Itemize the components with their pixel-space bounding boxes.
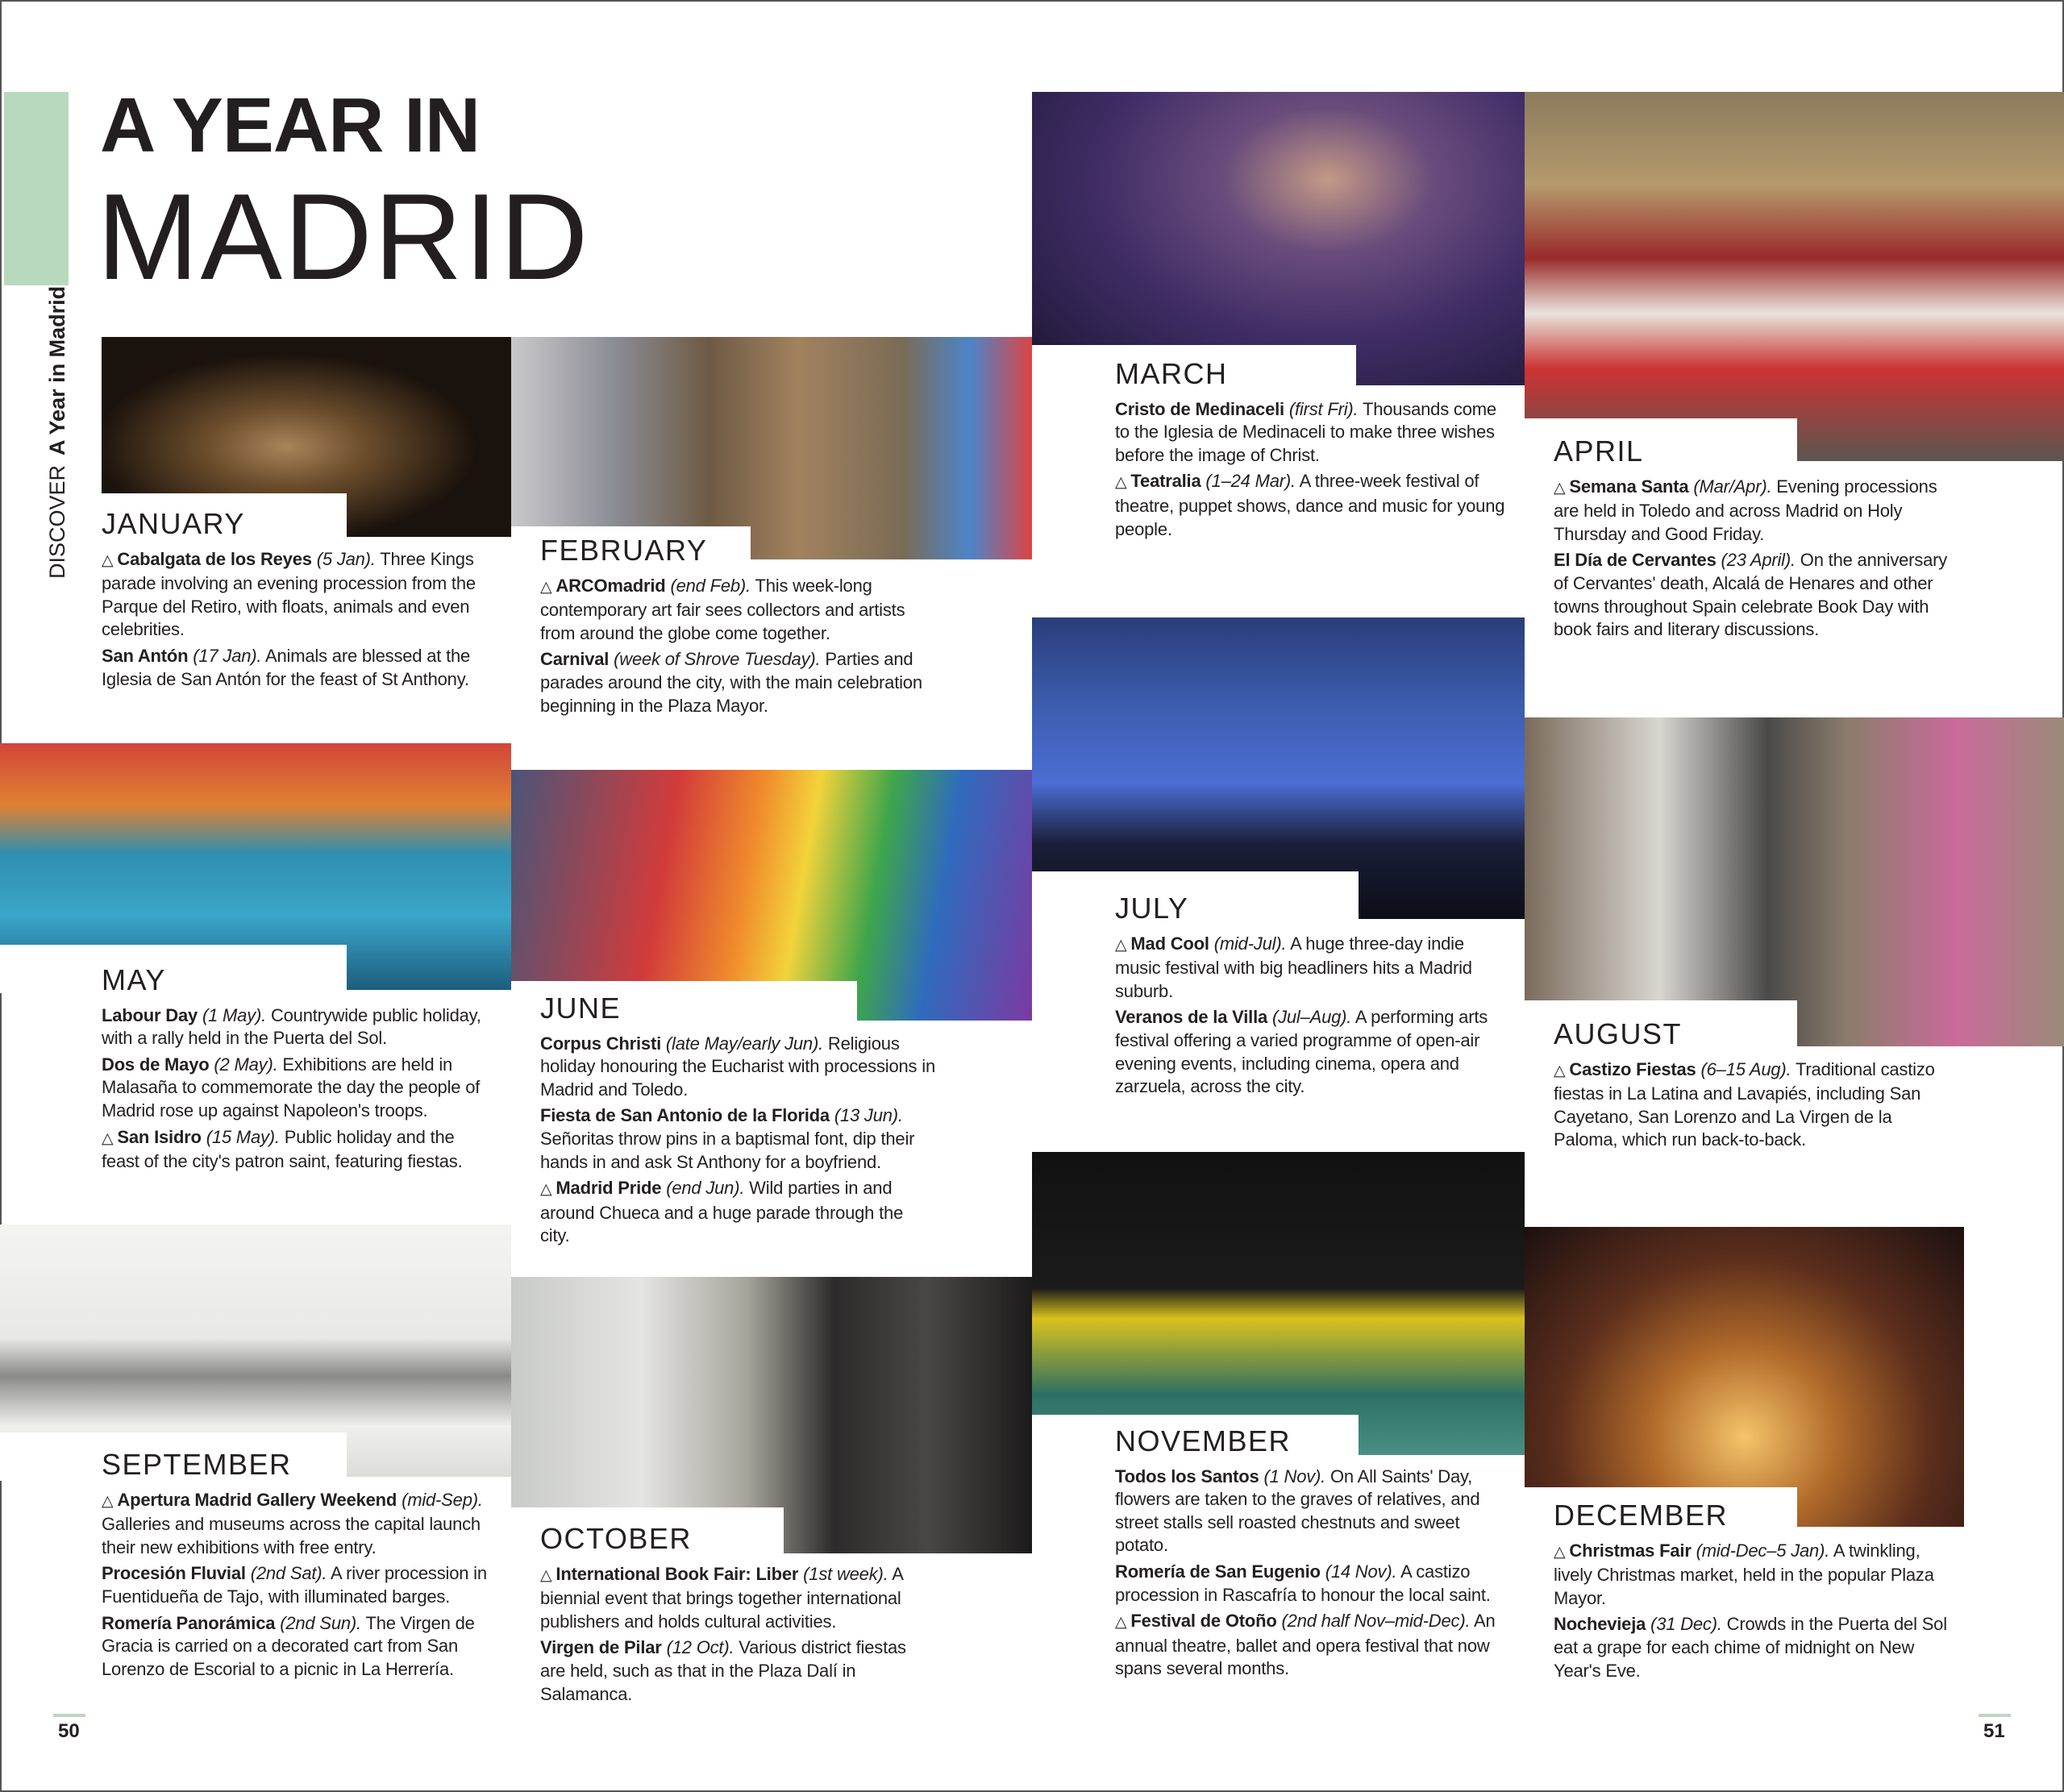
month-heading: MARCH [1115, 357, 1228, 390]
event-name: Nochevieja [1554, 1614, 1646, 1635]
march-photo [1032, 92, 1525, 385]
event-entry [540, 648, 935, 717]
event-name: Mad Cool [1130, 933, 1209, 954]
event-entry [540, 575, 935, 646]
event-entry [540, 1636, 935, 1706]
month-section-sep [102, 1449, 497, 1684]
event-description: A huge three-day indie music festival with big headliners hits a Madrid suburb. [1115, 933, 1472, 1001]
event-name: Romería Panorámica [102, 1612, 276, 1633]
event-description: An annual theatre, ballet and opera festival that now spans several months. [1115, 1611, 1496, 1679]
page-title-line1: A YEAR IN [100, 82, 481, 168]
event-name: San Antón [102, 645, 189, 666]
event-entry [1115, 1610, 1510, 1681]
event-name: Veranos de la Villa [1115, 1007, 1268, 1028]
event-date: (17 Jan). [193, 645, 262, 666]
event-name: Procesión Fluvial [102, 1563, 246, 1584]
event-description: A castizo procession in Rascafría to honour the local saint. [1115, 1561, 1491, 1605]
month-heading: APRIL [1554, 434, 1644, 468]
event-entry [102, 1004, 497, 1050]
event-entry [1115, 1006, 1510, 1098]
highlight-triangle-icon: △ [1554, 1062, 1566, 1079]
event-description: A biennial event that brings together international publishers and holds cultural activities. [540, 1563, 903, 1632]
event-date: (late May/early Jun). [665, 1033, 824, 1054]
event-description: Various district fiestas are held, such as that in the Plaza Dalí in Salamanca. [540, 1637, 906, 1704]
event-description: Animals are blessed at the Iglesia de San Antón for the feast of St Anthony. [102, 645, 471, 689]
event-description: Evening processions are held in Toledo and across Madrid on Holy Thursday and Good Friday. [1554, 476, 1937, 544]
event-entry [1115, 470, 1510, 541]
page-title-line2: MADRID [97, 168, 590, 306]
event-entry [1554, 1540, 1949, 1611]
highlight-triangle-icon: △ [1115, 1614, 1127, 1632]
month-heading: AUGUST [1554, 1017, 1683, 1050]
running-head [45, 286, 70, 579]
event-description: Three Kings parade involving an evening procession from the Parque del Retiro, with floats, animals and even celebrities. [102, 548, 476, 640]
event-name: Madrid Pride [556, 1178, 662, 1199]
event-entry [1115, 1466, 1510, 1557]
event-name: Castizo Fiestas [1569, 1058, 1696, 1079]
event-name: El Día de Cervantes [1554, 550, 1717, 571]
event-name: Fiesta de San Antonio de la Florida [540, 1105, 830, 1126]
april-photo [1525, 92, 2064, 461]
month-section-mar [1115, 358, 1510, 544]
month-heading: JANUARY [102, 507, 245, 540]
event-entry [540, 1033, 935, 1102]
event-name: Cabalgata de los Reyes [117, 548, 312, 569]
event-description: Traditional castizo fiestas in La Latina and Lavapiés, including San Cayetano, San Lorenzo and La Virgen de la Paloma, which run back-to-back. [1554, 1058, 1935, 1150]
highlight-triangle-icon: △ [540, 1566, 552, 1584]
month-heading: OCTOBER [540, 1522, 692, 1555]
event-name: Todos los Santos [1115, 1466, 1259, 1486]
event-entry [102, 548, 497, 642]
running-head-section: DISCOVER [45, 464, 69, 579]
event-entry [1115, 1561, 1510, 1607]
highlight-triangle-icon: △ [540, 578, 552, 596]
event-date: (first Fri). [1288, 398, 1359, 419]
event-date: (1–24 Mar). [1205, 471, 1296, 492]
event-entry [540, 1177, 935, 1248]
event-name: International Book Fair: Liber [556, 1563, 799, 1584]
running-head-chapter: A Year in Madrid [45, 285, 69, 455]
highlight-triangle-icon: △ [102, 551, 114, 569]
event-date: (Mar/Apr). [1693, 476, 1772, 497]
month-heading: NOVEMBER [1115, 1424, 1292, 1457]
event-description: Public holiday and the feast of the city's patron saint, featuring fiestas. [102, 1126, 463, 1172]
event-name: Carnival [540, 649, 610, 670]
event-entry [1554, 1058, 1949, 1152]
event-name: Christmas Fair [1569, 1540, 1692, 1561]
highlight-triangle-icon: △ [1115, 474, 1127, 492]
event-date: (1st week). [803, 1563, 888, 1584]
event-name: San Isidro [117, 1126, 202, 1147]
event-name: Semana Santa [1569, 476, 1689, 497]
month-heading: DECEMBER [1554, 1499, 1729, 1532]
event-entry [540, 1563, 935, 1634]
event-date: (2nd half Nov–mid-Dec). [1281, 1611, 1471, 1632]
event-name: Labour Day [102, 1004, 198, 1025]
event-date: (mid-Jul). [1213, 933, 1287, 954]
event-description: A performing arts festival offering a varied programme of open-air evening events, including cinema, opera and zarzuela, across the city. [1115, 1007, 1488, 1097]
highlight-triangle-icon: △ [102, 1129, 114, 1147]
event-description: Wild parties in and around Chueca and a huge parade through the city. [540, 1178, 904, 1246]
highlight-triangle-icon: △ [1554, 1543, 1566, 1561]
event-entry [102, 1126, 497, 1174]
event-date: (1 May). [202, 1004, 267, 1025]
august-photo [1525, 717, 2064, 1046]
event-name: Romería de San Eugenio [1115, 1561, 1321, 1582]
month-section-jun [540, 992, 935, 1251]
event-name: Apertura Madrid Gallery Weekend [117, 1489, 397, 1510]
page-number-rule [1979, 1714, 2011, 1717]
month-section-nov [1115, 1425, 1510, 1684]
event-name: Dos de Mayo [102, 1054, 210, 1075]
event-description: Galleries and museums across the capital launch their new exhibitions with free entry. [102, 1514, 481, 1557]
event-description: Señoritas throw pins in a baptismal font, dip their hands in and ask St Anthony for a boyfriend. [540, 1128, 915, 1172]
month-heading: JUNE [540, 992, 622, 1025]
event-description: Parties and parades around the city, with the main celebration beginning in the Plaza Mayor. [540, 649, 922, 716]
event-date: (mid-Dec–5 Jan). [1696, 1540, 1830, 1561]
event-description: A river procession in Fuentidueña de Tajo, with illuminated barges. [102, 1563, 487, 1607]
event-description: Crowds in the Puerta del Sol eat a grape for each chime of midnight on New Year's Eve. [1554, 1614, 1947, 1681]
event-name: Teatralia [1130, 471, 1201, 492]
event-name: Cristo de Medinaceli [1115, 398, 1284, 419]
event-entry [1115, 933, 1510, 1004]
event-date: (15 May). [206, 1126, 280, 1147]
event-name: Corpus Christi [540, 1033, 661, 1054]
month-section-apr [1554, 435, 1949, 645]
month-section-jan [102, 508, 497, 694]
event-entry [1554, 1613, 1949, 1682]
event-date: (1 Nov). [1263, 1466, 1326, 1486]
highlight-triangle-icon: △ [1115, 936, 1127, 954]
event-entry [102, 645, 497, 691]
event-description: Religious holiday honouring the Eucharist with processions in Madrid and Toledo. [540, 1033, 935, 1100]
month-section-aug [1554, 1018, 1949, 1155]
event-description: A twinkling, lively Christmas market, held in the popular Plaza Mayor. [1554, 1540, 1934, 1608]
month-section-may [102, 964, 497, 1177]
event-entry [1115, 398, 1510, 468]
month-heading: JULY [1115, 892, 1189, 925]
november-photo [1032, 1152, 1525, 1455]
event-date: (2nd Sat). [250, 1563, 327, 1584]
event-entry [1554, 549, 1949, 641]
event-entry [1554, 476, 1949, 547]
event-description: On All Saints' Day, flowers are taken to the graves of relatives, and street stalls sell roasted chestnuts and sweet potato. [1115, 1466, 1480, 1556]
event-entry [540, 1104, 935, 1174]
event-entry [102, 1489, 497, 1560]
event-date: (14 Nov). [1325, 1561, 1397, 1582]
december-photo [1525, 1227, 1964, 1527]
event-date: (end Jun). [666, 1178, 745, 1199]
event-date: (week of Shrove Tuesday). [614, 649, 821, 670]
event-entry [102, 1562, 497, 1608]
event-date: (13 Jun). [834, 1105, 903, 1126]
event-date: (23 April). [1721, 550, 1796, 571]
month-section-feb [540, 534, 935, 721]
event-date: (2 May). [214, 1054, 278, 1075]
month-section-jul [1115, 892, 1510, 1102]
highlight-triangle-icon: △ [1554, 479, 1566, 497]
event-description: Exhibitions are held in Malasaña to commemorate the day the people of Madrid rose up against Napoleon's troops. [102, 1054, 481, 1121]
month-heading: MAY [102, 963, 166, 996]
month-section-oct [540, 1523, 935, 1709]
page-number-left: 50 [58, 1720, 80, 1742]
event-description: A three-week festival of theatre, puppet shows, dance and music for young people. [1115, 471, 1505, 539]
month-heading: SEPTEMBER [102, 1448, 292, 1481]
highlight-triangle-icon: △ [102, 1492, 114, 1510]
event-date: (12 Oct). [666, 1637, 734, 1658]
event-date: (31 Dec). [1650, 1614, 1722, 1635]
page-number-rule [53, 1714, 85, 1717]
event-description: Thousands come to the Iglesia de Medinaceli to make three wishes before the image of Christ. [1115, 398, 1496, 465]
accent-bar [4, 92, 69, 285]
event-date: (mid-Sep). [402, 1489, 483, 1510]
event-description: This week-long contemporary art fair sees collectors and artists from around the globe come together. [540, 575, 905, 643]
event-description: On the anniversary of Cervantes' death, Alcalá de Henares and other towns throughout Spain celebrate Book Day with book fairs and literary discussions. [1554, 550, 1948, 640]
event-description: Countrywide public holiday, with a rally held in the Puerta del Sol. [102, 1004, 481, 1049]
event-description: The Virgen de Gracia is carried on a decorated cart from San Lorenzo de Escorial to a picnic in La Herrería. [102, 1612, 475, 1679]
event-name: Festival de Otoño [1130, 1611, 1277, 1632]
event-name: ARCOmadrid [556, 575, 666, 596]
month-heading: FEBRUARY [540, 534, 708, 567]
event-date: (2nd Sun). [280, 1612, 361, 1633]
event-date: (Jul–Aug). [1271, 1007, 1352, 1028]
event-entry [102, 1612, 497, 1682]
event-date: (5 Jan). [316, 548, 376, 569]
event-date: (end Feb). [670, 575, 751, 596]
event-date: (6–15 Aug). [1700, 1058, 1791, 1079]
event-entry [102, 1054, 497, 1123]
event-name: Virgen de Pilar [540, 1637, 662, 1658]
month-section-dec [1554, 1499, 1949, 1686]
page-number-right: 51 [1983, 1720, 2005, 1742]
highlight-triangle-icon: △ [540, 1181, 552, 1199]
